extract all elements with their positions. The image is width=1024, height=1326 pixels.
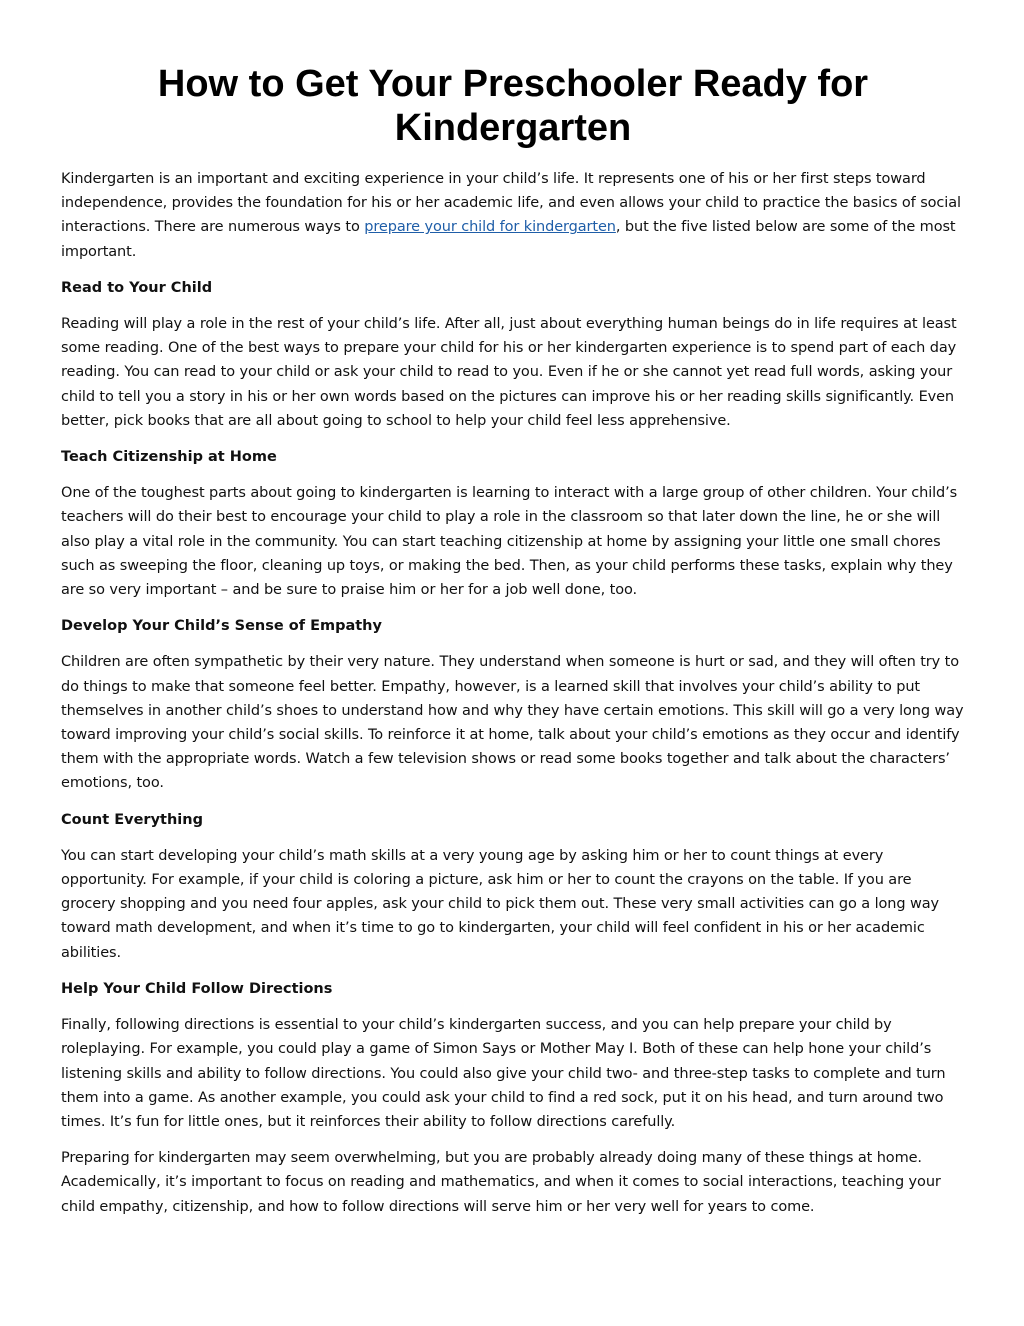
section-body-count: You can start developing your child’s math skills at a very young age by asking him or her to count things at every opportunity. For example, if your child is coloring a picture, ask him or her to count the crayons on the table. If you are grocery shopping and you need four apples, ask your child to pick them out. These very small activities can go a long way toward math development, and when it’s time to go to kindergarten, your child will feel confident in his or her academic abilities. <box>61 847 940 961</box>
intro-text-before-link: Kindergarten is an important and exciting experience in your child’s life. It represents one of his or her first steps toward independence, provides the foundation for his or her academic life, and even allows your child to practice the basics of social interactions. There are numerous ways to <box>61 171 961 236</box>
section-body-directions: Finally, following directions is essential to your child’s kindergarten success, and you can help prepare your child by roleplaying. For example, you could play a game of Simon Says or Mother May I. Both of these can help hone your child’s listening skills and ability to follow directions. You could also give your child two- and three-step tasks to complete and turn them into a game. As another example, you could ask your child to find a red sock, put it on his head, and turn around two times. It’s fun for little ones, but it reinforces their ability to follow directions carefully. <box>61 1017 946 1130</box>
section-heading-empathy: Develop Your Child’s Sense of Empathy <box>61 618 382 635</box>
conclusion-paragraph: Preparing for kindergarten may seem overwhelming, but you are probably already doing many of these things at home. Academically, it’s important to focus on reading and mathematics, and when it comes to social interactions, teaching your child empathy, citizenship, and how to follow directions will serve him or her very well for years to come. <box>61 1150 941 1215</box>
section-heading-read: Read to Your Child <box>61 279 213 296</box>
section-heading-citizenship: Teach Citizenship at Home <box>61 449 277 466</box>
document-page <box>61 62 965 1219</box>
section-heading-count: Count Everything <box>61 811 203 828</box>
section-body-empathy: Children are often sympathetic by their very nature. They understand when someone is hurt or sad, and they will often try to do things to make that someone feel better. Empathy, however, is a learned skill that involves your child’s ability to put themselves in another child’s shoes to understand how and why they have certain emotions. This skill will go a very long way toward improving your child’s social skills. To reinforce it at home, talk about your child’s emotions as they occur and identify them with the appropriate words. Watch a few television shows or read some books together and talk about the characters’ emotions, too. <box>61 654 964 792</box>
intro-paragraph <box>61 167 965 264</box>
prepare-child-link[interactable]: prepare your child for kindergarten <box>364 219 616 236</box>
page-title: How to Get Your Preschooler Ready for Kindergarten <box>157 63 869 149</box>
section-heading-directions: Help Your Child Follow Directions <box>61 980 333 997</box>
section-body-citizenship: One of the toughest parts about going to kindergarten is learning to interact with a large group of other children. Your child’s teachers will do their best to encourage your child to play a role in the classroom so that later down the line, he or she will also play a vital role in the community. You can start teaching citizenship at home by assigning your little one small chores such as sweeping the floor, cleaning up toys, or making the bed. Then, as your child performs these tasks, explain why they are so very important – and be sure to praise him or her for a job well done, too. <box>61 485 958 599</box>
section-body-read: Reading will play a role in the rest of your child’s life. After all, just about everything human beings do in life requires at least some reading. One of the best ways to prepare your child for his or her kindergarten experience is to spend part of each day reading. You can read to your child or ask your child to read to you. Even if he or she cannot yet read full words, asking your child to tell you a story in his or her own words based on the pictures can improve his or her reading skills significantly. Even better, pick books that are all about going to school to help your child feel less apprehensive. <box>61 316 957 429</box>
intro-text-after-link: , but the five listed below are some of the most important. <box>61 219 956 260</box>
